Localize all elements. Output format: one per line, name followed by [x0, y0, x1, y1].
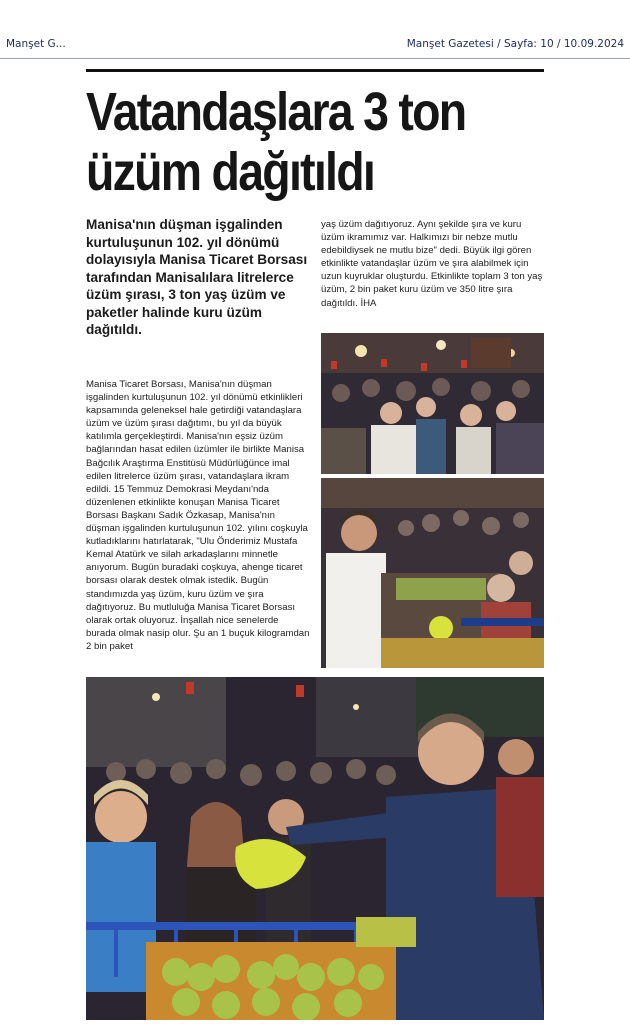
publication-page-date: Manşet Gazetesi / Sayfa: 10 / 10.09.2024: [406, 38, 624, 50]
photo-grape-distribution: [321, 478, 544, 668]
photo-official-handing-grapes: [86, 677, 544, 1020]
article-headline: Vatandaşlara 3 ton üzüm dağıtıldı: [86, 82, 466, 202]
article-body-column-1: Manisa Ticaret Borsası, Manisa'nın düşman işgalinden kurtuluşunun 102. yıl dönümü etkinlikleri kapsamında geleneksel hale getirdiği vatandaşlara üzüm ve üzüm şırası dağıtımı, bu yıl da büyük katılımla gerçekleştirdi. Manisa'nın eşsiz üzüm bağlarından hasat edilen üzümler ile birlikte Manisa Bağcılık Araştırma Enstitüsü Müdürlüğünce imal edilen litrelerce üzüm şırası, vatandaşlara ikram edildi. 15 Temmuz Demokrasi Meydanı'nda düzenlenen etkinlikte konuşan Manisa Ticaret Borsası Başkanı Sadık Özkasap, Manisa'nın düşman işgalinden kurtuluşunun 102. yılını coşkuyla kutladıklarını hatırlatarak, "Ulu Önderimiz Mustafa Kemal Atatürk ve silah arkadaşlarını minnetle anıyorum. Bugün buradaki coşkuya, ahenge ticaret borsası olarak destek olmak istedik. Bugün standımızda yaş üzüm, kuru üzüm ve şıra dağıtıyoruz. Bu mutluluğa Manisa Ticaret Borsası olarak ortak oluyoruz. İnşallah nice senelerde burada olmak nasip olur. Şu an 1 buçuk kilogramdan 2 bin paket: [86, 379, 310, 652]
page-header: [0, 0, 630, 56]
article-lead: Manisa'nın düşman işgalinden kurtuluşunun 102. yıl dönümü dolayısıyla Manisa Ticaret Borsası tarafından Manisalılara litrelerce üzüm şırası, 3 ton yaş üzüm ve paketler halinde kuru üzüm dağıtıldı.: [86, 217, 308, 337]
header-divider: [0, 58, 630, 59]
publication-short-name: Manşet G...: [6, 38, 66, 50]
photo-crowd-night: [321, 333, 544, 474]
article-body-column-2: yaş üzüm dağıtıyoruz. Aynı şekilde şıra ve kuru üzüm ikramımız var. Halkımızı bir nebze mutlu edebildiysek ne mutlu bize" dedi. Büyük ilgi gören etkinlikte vatandaşlar üzüm ve şıra alabilmek için uzun kuyruklar oluşturdu. Etkinlikte toplam 3 ton yaş üzüm, 2 bin paket kuru üzüm ve 350 litre şıra dağıtıldı. İHA: [321, 219, 543, 309]
headline-rule: [86, 69, 544, 72]
